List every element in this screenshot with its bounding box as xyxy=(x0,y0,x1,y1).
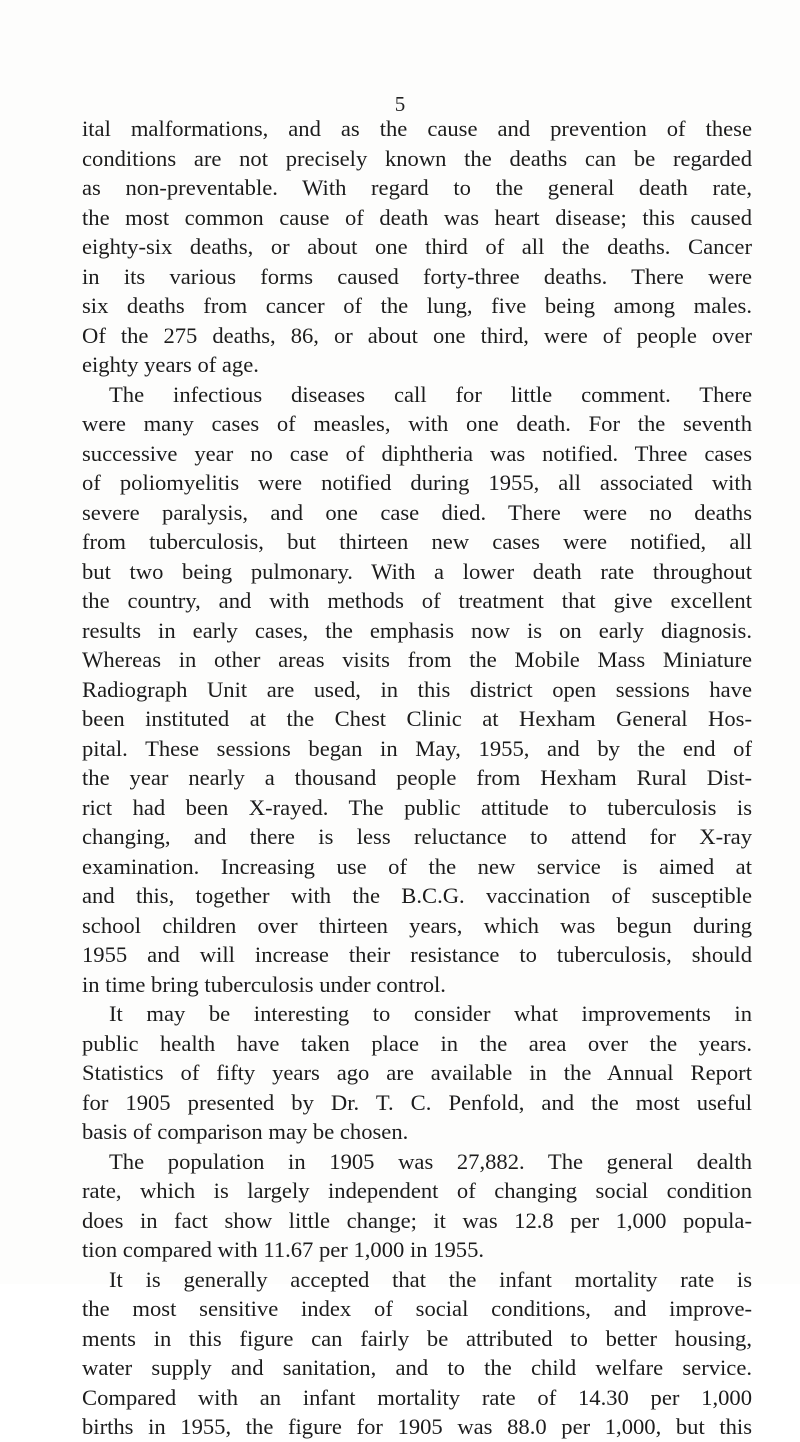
text-line: The population in 1905 was 27,882. The general dealth xyxy=(109,1148,752,1174)
text-line: from tuberculosis, but thirteen new cases were notified, all xyxy=(82,529,752,554)
body-text xyxy=(82,114,752,1442)
text-line: in its various forms caused forty-three deaths. There were xyxy=(82,263,752,289)
text-line: tion compared with 11.67 per 1,000 in 1955. xyxy=(82,1237,485,1262)
text-line: Radiograph Unit are used, in this district open sessions have xyxy=(82,676,752,702)
text-line: successive year no case of diphtheria was notified. Three cases xyxy=(82,440,752,466)
text-line: eighty-six deaths, or about one third of all the deaths. Cancer xyxy=(82,234,752,259)
text-line: It may be interesting to consider what improvements in xyxy=(109,1001,752,1026)
text-line: in time bring tuberculosis under control. xyxy=(82,971,446,997)
text-line: pital. These sessions began in May, 1955, and by the end of xyxy=(82,735,752,761)
text-line: Of the 275 deaths, 86, or about one third, were of people over xyxy=(82,322,752,348)
text-line: It is generally accepted that the infant mortality rate is xyxy=(109,1266,752,1292)
page-number: 5 xyxy=(394,92,406,116)
text-line: as non-preventable. With regard to the general death rate, xyxy=(82,175,752,200)
text-line: ital malformations, and as the cause and prevention of these xyxy=(82,116,752,141)
text-line: school children over thirteen years, which was begun during xyxy=(82,912,752,938)
text-line: the year nearly a thousand people from Hexham Rural Dist- xyxy=(82,765,752,790)
text-line: changing, and there is less reluctance to attend for X-ray xyxy=(82,824,752,849)
text-line: basis of comparison may be chosen. xyxy=(82,1119,409,1144)
text-line: the most common cause of death was heart disease; this caused xyxy=(82,204,752,230)
text-line: results in early cases, the emphasis now is on early diagnosis. xyxy=(82,617,752,643)
text-line: public health have taken place in the area over the years. xyxy=(82,1030,752,1056)
text-line: been instituted at the Chest Clinic at Hexham General Hos- xyxy=(82,706,752,731)
text-line: does in fact show little change; it was 12.8 per 1,000 popula- xyxy=(82,1207,752,1233)
text-line: but two being pulmonary. With a lower death rate throughout xyxy=(82,558,752,584)
text-line: conditions are not precisely known the deaths can be regarded xyxy=(82,145,752,171)
text-line: for 1905 presented by Dr. T. C. Penfold, and the most useful xyxy=(82,1089,752,1115)
text-line: Compared with an infant mortality rate of 14.30 per 1,000 xyxy=(82,1384,752,1410)
text-line: of poliomyelitis were notified during 1955, all associated with xyxy=(82,470,752,495)
text-line: rict had been X-rayed. The public attitude to tuberculosis is xyxy=(82,794,752,820)
text-line: 1955 and will increase their resistance to tuberculosis, should xyxy=(82,942,752,967)
text-line: births in 1955, the figure for 1905 was 88.0 per 1,000, but this xyxy=(82,1414,752,1439)
text-line: six deaths from cancer of the lung, five being among males. xyxy=(82,293,752,318)
text-line: eighty years of age. xyxy=(82,352,259,377)
text-line: water supply and sanitation, and to the child welfare service. xyxy=(82,1355,752,1380)
text-line: rate, which is largely independent of changing social condition xyxy=(82,1178,752,1203)
text-line: the most sensitive index of social conditions, and improve- xyxy=(82,1296,752,1321)
text-line: Statistics of fifty years ago are available in the Annual Report xyxy=(82,1060,752,1085)
text-line: and this, together with the B.C.G. vaccination of susceptible xyxy=(82,883,752,908)
text-line: ments in this figure can fairly be attributed to better housing, xyxy=(82,1325,752,1351)
text-line: were many cases of measles, with one death. For the seventh xyxy=(82,411,752,436)
text-line: severe paralysis, and one case died. There were no deaths xyxy=(82,499,752,525)
text-line: The infectious diseases call for little comment. There xyxy=(109,381,752,407)
text-line: examination. Increasing use of the new service is aimed at xyxy=(82,853,752,879)
text-line: the country, and with methods of treatment that give excellent xyxy=(82,588,752,613)
text-line: Whereas in other areas visits from the Mobile Mass Miniature xyxy=(82,647,752,672)
